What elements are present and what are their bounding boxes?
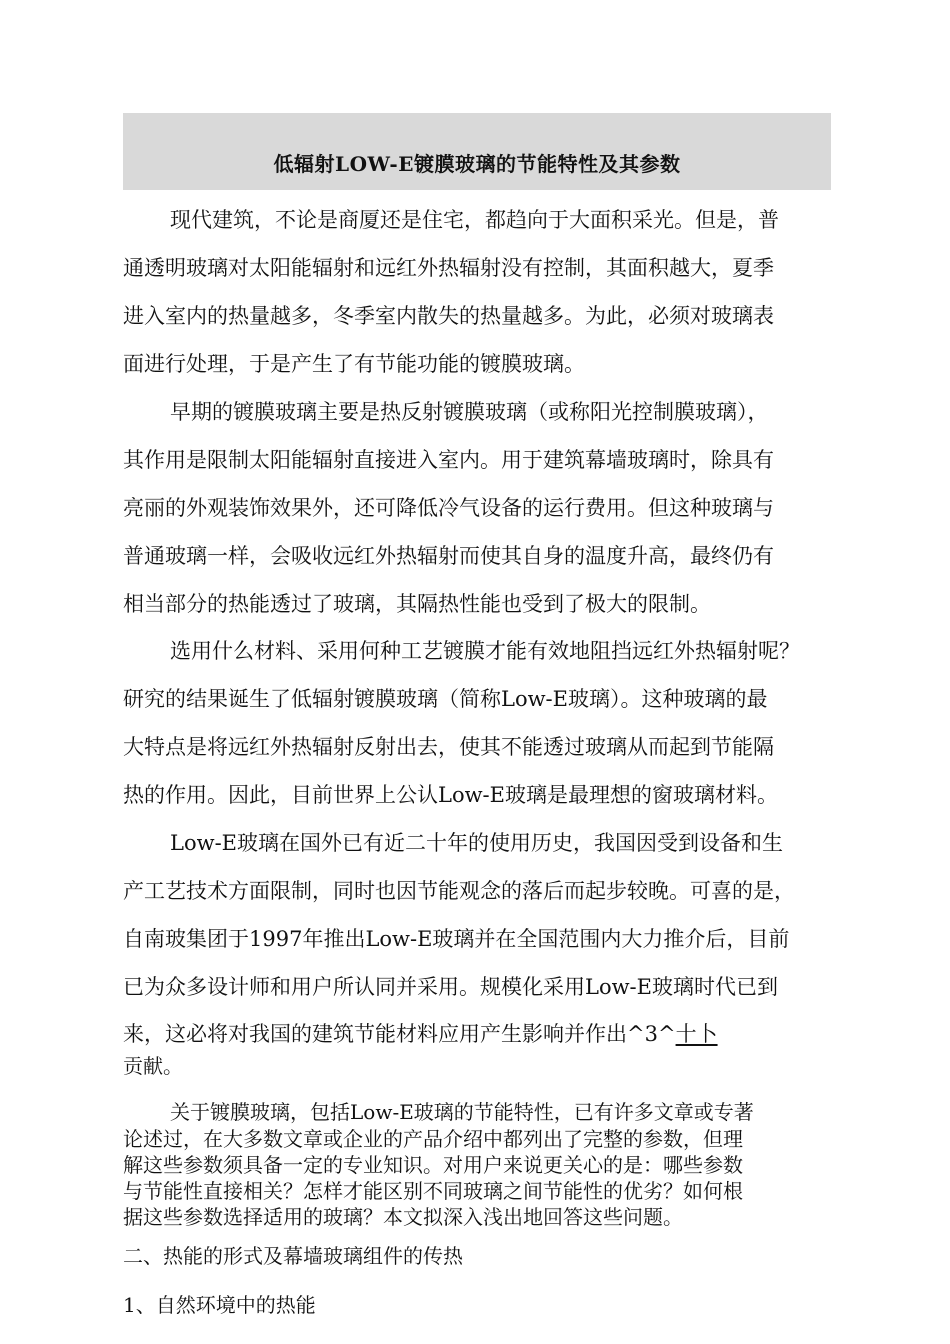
paragraph-2-line-1: 早期的镀膜玻璃主要是热反射镀膜玻璃（或称阳光控制膜玻璃）， (170, 400, 769, 424)
title-band (123, 113, 831, 190)
paragraph-5-line-2: 论述过，在大多数文章或企业的产品介绍中都列出了完整的参数，但理 (123, 1127, 743, 1151)
paragraph-5-line-5: 据这些参数选择适用的玻璃？本文拟深入浅出地回答这些问题。 (123, 1205, 683, 1229)
paragraph-4-line-5-text: 来，这必将对我国的建筑节能材料应用产生影响并作出^3^ (123, 1022, 676, 1046)
paragraph-3-line-2: 研究的结果诞生了低辐射镀膜玻璃（简称Low-E玻璃）。这种玻璃的最 (123, 687, 768, 711)
paragraph-5-line-1: 关于镀膜玻璃，包括Low-E玻璃的节能特性，已有许多文章或专著 (170, 1100, 754, 1124)
paragraph-4-line-2: 产工艺技术方面限制，同时也因节能观念的落后而起步较晚。可喜的是， (123, 879, 795, 903)
paragraph-2-line-4: 普通玻璃一样，会吸收远红外热辐射而使其自身的温度升高，最终仍有 (123, 544, 774, 568)
paragraph-3-line-4: 热的作用。因此，目前世界上公认Low-E玻璃是最理想的窗玻璃材料。 (123, 783, 778, 807)
document-title: 低辐射LOW-E镀膜玻璃的节能特性及其参数 (273, 152, 681, 176)
paragraph-2-line-2: 其作用是限制太阳能辐射直接进入室内。用于建筑幕墙玻璃时，除具有 (123, 448, 774, 472)
paragraph-2-line-5: 相当部分的热能透过了玻璃，其隔热性能也受到了极大的限制。 (123, 592, 711, 616)
paragraph-1-line-3: 进入室内的热量越多，冬季室内散失的热量越多。为此，必须对玻璃表 (123, 304, 774, 328)
paragraph-2-line-3: 亮丽的外观装饰效果外，还可降低冷气设备的运行费用。但这种玻璃与 (123, 496, 774, 520)
paragraph-5-line-4: 与节能性直接相关？怎样才能区别不同玻璃之间节能性的优劣？如何根 (123, 1179, 743, 1203)
paragraph-4-line-4: 已为众多设计师和用户所认同并采用。规模化采用Low-E玻璃时代已到 (123, 975, 778, 999)
paragraph-5-line-3: 解这些参数须具备一定的专业知识。对用户来说更关心的是：哪些参数 (123, 1153, 743, 1177)
paragraph-1-line-4: 面进行处理，于是产生了有节能功能的镀膜玻璃。 (123, 352, 585, 376)
paragraph-4-line-5 (123, 1024, 718, 1045)
paragraph-4-line-3: 自南玻集团于1997年推出Low-E玻璃并在全国范围内大力推介后，目前 (123, 927, 790, 951)
paragraph-4-line-1: Low-E玻璃在国外已有近二十年的使用历史，我国因受到设备和生 (170, 831, 783, 855)
paragraph-1-line-2: 通透明玻璃对太阳能辐射和远红外热辐射没有控制，其面积越大，夏季 (123, 256, 774, 280)
section-heading-2: 二、热能的形式及幕墙玻璃组件的传热 (123, 1244, 463, 1268)
paragraph-3-line-3: 大特点是将远红外热辐射反射出去，使其不能透过玻璃从而起到节能隔 (123, 735, 774, 759)
paragraph-3-line-1: 选用什么材料、采用何种工艺镀膜才能有效地阻挡远红外热辐射呢？ (170, 639, 800, 663)
subsection-heading-1: 1、自然环境中的热能 (123, 1293, 316, 1317)
paragraph-4-line-6: 贡献。 (123, 1054, 183, 1078)
paragraph-1-line-1: 现代建筑，不论是商厦还是住宅，都趋向于大面积采光。但是，普 (170, 208, 779, 232)
scan-artifact-text: 十卜 (675, 1022, 718, 1046)
